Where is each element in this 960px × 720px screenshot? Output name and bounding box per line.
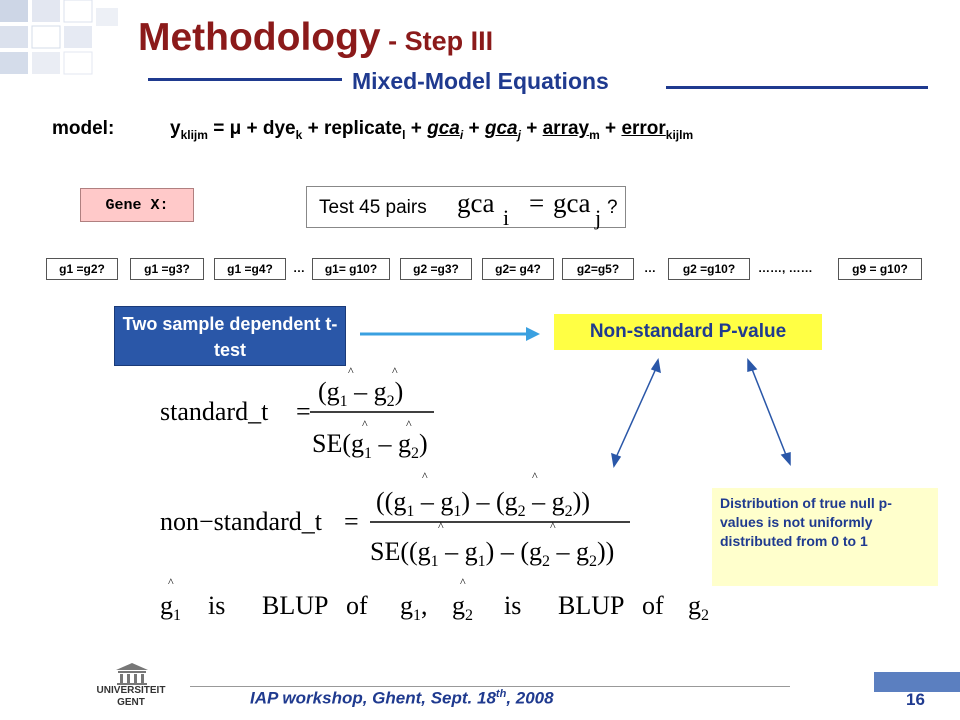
eq-part6: + (599, 118, 622, 139)
svg-text:g2: $g_2$ (688, 591, 709, 624)
eq-y: y (170, 118, 181, 139)
eq-array: array (542, 118, 590, 139)
svg-text:=: = (344, 507, 359, 536)
pair-box: g1 =g3? (130, 258, 204, 280)
pair-box: g9 = g10? (838, 258, 922, 280)
test-gca-right: gca (553, 188, 591, 218)
footer-rule (190, 686, 790, 687)
ellipsis: … (644, 261, 656, 275)
standard-t-label: standard_t (160, 397, 269, 426)
eq-part1: = μ + dye (207, 118, 296, 139)
footer-sup: th (495, 688, 507, 700)
svg-text:^: ^ (168, 575, 174, 589)
svg-text:^: ^ (348, 364, 354, 378)
blup-of-2: of (642, 591, 664, 620)
svg-text:^: ^ (532, 469, 538, 483)
svg-text:g1,: $g_1$, (400, 591, 428, 624)
pair-box: g2=g5? (562, 258, 634, 280)
svg-text:^: ^ (460, 575, 466, 589)
svg-text:g2: $g_2$ (452, 591, 473, 624)
ellipsis: … (293, 261, 305, 275)
svg-text:(g1 – g2): $(g_1 - g_2)$ (318, 377, 404, 410)
blup-word-1: BLUP (262, 591, 329, 620)
svg-text:^: ^ (406, 417, 412, 431)
footer-main: IAP workshop, Ghent, Sept. 18 (250, 688, 496, 708)
eq-m: m (589, 127, 600, 142)
pair-box: g2 =g3? (400, 258, 472, 280)
eq-i: i (459, 127, 464, 142)
eq-part4: + (463, 118, 485, 139)
svg-text:((g1 – g1) – (g2 – g2)): $((g_1 - g_1) - (g_2 - g_2))$ (376, 487, 590, 520)
test-question: ? (607, 197, 618, 218)
eq-gca-j: gca (484, 118, 518, 139)
eq-part3: + (405, 118, 428, 139)
university-logo-icon (112, 662, 152, 686)
svg-text:^: ^ (422, 469, 428, 483)
svg-text:^: ^ (392, 364, 398, 378)
footer-text (250, 688, 554, 709)
pair-box: g1= g10? (312, 258, 390, 280)
t-statistic-formulas (150, 362, 710, 632)
test-prefix: Test 45 pairs (319, 197, 427, 218)
nonstandard-t-label: non−standard_t (160, 507, 322, 536)
page-number-bar (874, 672, 960, 692)
svg-text:=: = (296, 397, 311, 426)
blup-of-1: of (346, 591, 368, 620)
test-pairs-box (306, 186, 626, 228)
blup-is-1: is (208, 591, 226, 620)
t-test-box: Two sample dependent t-test (114, 306, 346, 366)
pair-box: g1 =g2? (46, 258, 118, 280)
nonstandard-pvalue-box: Non-standard P-value (554, 314, 822, 350)
blup-word-2: BLUP (558, 591, 625, 620)
right-arrow-icon (356, 322, 546, 346)
test-equals: = (529, 188, 545, 218)
eq-gca-i: gca (427, 118, 460, 139)
svg-text:g1: $g_1$ (160, 591, 181, 624)
decorative-squares (0, 0, 150, 100)
test-sub-j: j (595, 205, 602, 230)
pair-box: g2= g4? (482, 258, 554, 280)
ellipsis: ……, …… (758, 261, 813, 275)
blup-is-2: is (504, 591, 522, 620)
page-number: 16 (906, 690, 925, 709)
eq-k: k (295, 127, 303, 142)
svg-text:^: ^ (438, 519, 444, 533)
svg-text:SE((g1 – g1) – (g2 – g2)): $SE((g_1 - g_1) - (g_2 - g_2))$ (370, 537, 615, 570)
pair-box: g2 =g10? (668, 258, 750, 280)
footer-year: , 2008 (506, 688, 554, 708)
subtitle-rule-left (148, 78, 342, 81)
svg-text:SE(g1 – g2): $SE(g_1 - g_2)$ (312, 429, 428, 462)
distribution-note: Distribution of true null p-values is not uniformly distributed from 0 to 1 (712, 488, 938, 586)
subtitle-rule-right (666, 86, 928, 89)
test-sub-i: i (503, 205, 510, 230)
eq-l: l (402, 127, 406, 142)
eq-error-sub: kijlm (665, 127, 694, 142)
gene-label: Gene X: (80, 188, 194, 222)
page-subtitle: Mixed-Model Equations (352, 68, 609, 94)
model-equation (52, 118, 693, 142)
title-step: - Step III (380, 26, 494, 56)
test-gca-left: gca (457, 188, 495, 218)
eq-j: j (517, 127, 521, 142)
svg-text:^: ^ (362, 417, 368, 431)
page-title (138, 16, 493, 60)
svg-text:^: ^ (550, 519, 556, 533)
eq-error: error (621, 118, 666, 139)
eq-y-sub: klijm (180, 127, 208, 142)
university-name: UNIVERSITEIT GENT (96, 685, 166, 708)
title-main: Methodology (138, 16, 381, 59)
eq-part2: + replicate (302, 118, 403, 139)
eq-part5: + (520, 118, 543, 139)
model-label: model: (52, 118, 115, 139)
pair-box: g1 =g4? (214, 258, 286, 280)
